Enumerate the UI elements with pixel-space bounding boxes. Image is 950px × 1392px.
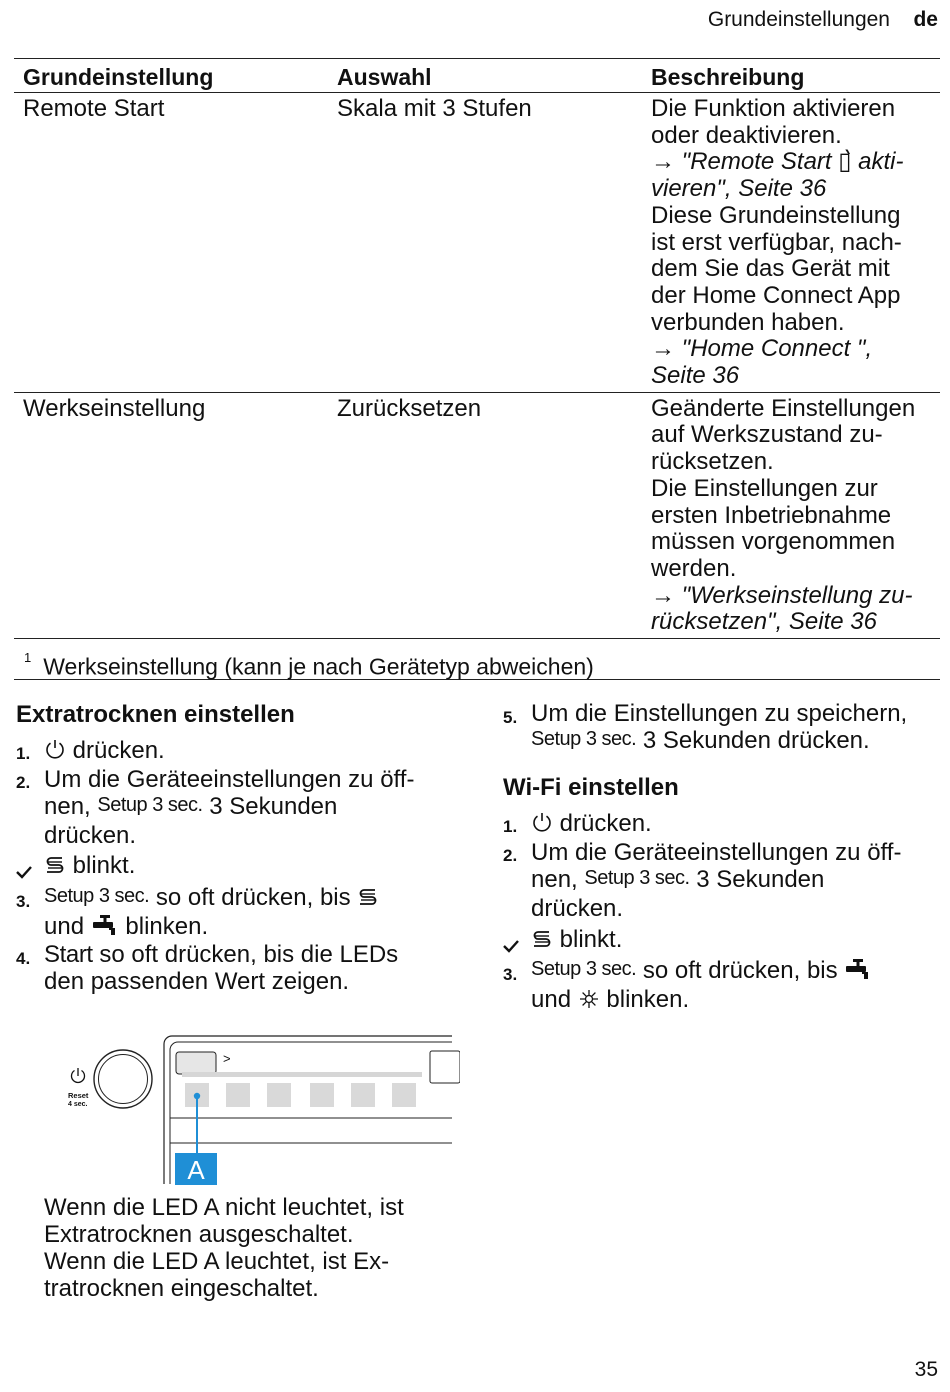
description-line: ersten Inbetriebnahme [651, 501, 892, 529]
step-text: blinken. [125, 913, 209, 940]
description-line: Die Funktion aktivieren [651, 95, 896, 122]
description-line: dem Sie das Gerät mit [651, 255, 890, 283]
led [310, 1083, 334, 1107]
step-text: blinkt. [72, 852, 136, 879]
settings-table [14, 58, 940, 639]
program-knob-inner [99, 1055, 148, 1104]
step-text: den passenden Wert zeigen. [44, 968, 350, 995]
tap-icon [844, 957, 872, 984]
setting-name: Remote Start [14, 93, 328, 393]
step-number: 5. [503, 708, 518, 727]
step-text: 3 Sekunden drücken. [642, 727, 870, 754]
description-line: rücksetzen", Seite 36 [651, 608, 877, 636]
setting-name: Werkseinstellung [14, 392, 328, 638]
description-line: der Home Connect App [651, 281, 901, 309]
step-text: nen, [44, 793, 91, 820]
setup-key-label: Setup 3 sec. [97, 794, 203, 816]
description-line: Seite 36 [651, 362, 740, 390]
table-row [14, 392, 940, 638]
footnote-mark: 1 [24, 650, 32, 665]
list-item [16, 737, 456, 764]
column-header: Grundeinstellung [14, 59, 328, 93]
page-number: 35 [914, 1358, 938, 1381]
control-panel-figure [60, 1032, 460, 1188]
note-line: Wenn die LED A nicht leuchtet, ist [44, 1194, 404, 1221]
description-line: → "Remote Start ▯̀ akti- [651, 148, 904, 176]
description-line: werden. [651, 554, 737, 582]
setup-key-label: Setup 3 sec. [531, 728, 637, 750]
display-bar [182, 1072, 422, 1077]
drying-s-icon [357, 884, 379, 911]
power-icon [72, 1068, 85, 1082]
column-header: Beschreibung [642, 59, 940, 93]
step-number: 1. [503, 817, 518, 836]
note-line: tratrocknen eingeschaltet. [44, 1275, 319, 1302]
step-text: blinken. [606, 986, 690, 1013]
setup-key-label: Setup 3 sec. [584, 867, 690, 889]
display-field [176, 1052, 216, 1074]
step-text: 3 Sekunden [696, 866, 825, 893]
start-key-label: Start [44, 941, 93, 968]
step-text: drücken. [72, 737, 165, 764]
led [226, 1083, 250, 1107]
reset-label: Reset [68, 1091, 89, 1100]
step-text: und [531, 986, 572, 1013]
sun-icon [578, 986, 600, 1013]
table-header-row [14, 59, 940, 93]
table-row [14, 93, 940, 393]
setting-option: Zurücksetzen [328, 392, 642, 638]
description-line: Die Einstellungen zur [651, 474, 878, 502]
list-item [503, 700, 943, 756]
tap-icon [91, 913, 119, 940]
language-code: de [913, 8, 938, 31]
led-note [44, 1194, 464, 1302]
description-line: oder deaktivieren. [651, 121, 842, 149]
step-text: drücken. [531, 895, 624, 922]
step-text: und [44, 913, 85, 940]
description-line: Geänderte Einstellungen [651, 394, 916, 422]
step-text: Um die Einstellungen zu speichern, [531, 700, 908, 727]
step-number: 2. [16, 773, 31, 792]
drying-s-icon [531, 926, 553, 953]
description-line: ist erst verfügbar, nach- [651, 228, 902, 256]
power-icon [44, 737, 66, 764]
list-item [503, 957, 943, 1013]
description-line: vieren", Seite 36 [651, 175, 827, 203]
list-item [16, 884, 456, 940]
start-button-outline[interactable] [430, 1051, 460, 1083]
step-text: so oft drücken, bis [155, 884, 351, 911]
led [267, 1083, 291, 1107]
note-line: Extratrocknen ausgeschaltet. [44, 1221, 354, 1248]
step-number: 2. [503, 846, 518, 865]
list-item [16, 852, 456, 879]
setting-description [642, 93, 940, 393]
description-line: Diese Grundeinstellung [651, 201, 901, 229]
list-item [503, 839, 943, 922]
running-header: Grundeinstellungen [707, 8, 890, 31]
step-text: blinkt. [559, 926, 623, 953]
description-line: auf Werkszustand zu- [651, 421, 883, 449]
check-icon [503, 932, 519, 959]
step-text: drücken. [559, 810, 652, 837]
setting-option: Skala mit 3 Stufen [328, 93, 642, 393]
step-text: so oft drücken, bis die LEDs [99, 941, 399, 968]
description-line: → "Home Connect ", [651, 335, 873, 363]
step-text: so oft drücken, bis [642, 957, 838, 984]
step-text: 3 Sekunden [209, 793, 338, 820]
setup-key-label: Setup 3 sec. [531, 958, 637, 980]
section-title-extratrocknen: Extratrocknen einstellen [16, 701, 295, 728]
led [351, 1083, 375, 1107]
note-line: Wenn die LED A leuchtet, ist Ex- [44, 1248, 390, 1275]
step-number: 4. [16, 949, 31, 968]
drying-s-icon [44, 852, 66, 879]
footnote-text: Werkseinstellung (kann je nach Gerätetyp abweichen) [43, 653, 594, 680]
column-header: Auswahl [328, 59, 642, 93]
step-number: 1. [16, 744, 31, 763]
step-number: 3. [16, 892, 31, 911]
list-item [503, 810, 943, 837]
callout-label-a: A [187, 1155, 205, 1185]
description-line: verbunden haben. [651, 308, 845, 336]
list-item [16, 766, 456, 849]
list-item [503, 926, 943, 953]
chevron-right-icon: > [223, 1051, 231, 1066]
description-line: → "Werkseinstellung zu- [651, 581, 913, 609]
setting-description [642, 392, 940, 638]
step-text: drücken. [44, 822, 137, 849]
power-icon [531, 810, 553, 837]
description-line: rücksetzen. [651, 448, 774, 476]
step-number: 3. [503, 965, 518, 984]
step-text: Um die Geräteeinstellungen zu öff- [531, 839, 902, 866]
step-text: nen, [531, 866, 578, 893]
setup-key-label: Setup 3 sec. [44, 885, 150, 907]
check-icon [16, 858, 32, 885]
description-line: müssen vorgenommen [651, 528, 896, 556]
table-footnote [14, 645, 940, 680]
section-title-wifi: Wi-Fi einstellen [503, 774, 679, 801]
list-item [16, 941, 456, 995]
led [392, 1083, 416, 1107]
reset-duration-label: 4 sec. [68, 1101, 88, 1108]
step-text: Um die Geräteeinstellungen zu öff- [44, 766, 415, 793]
